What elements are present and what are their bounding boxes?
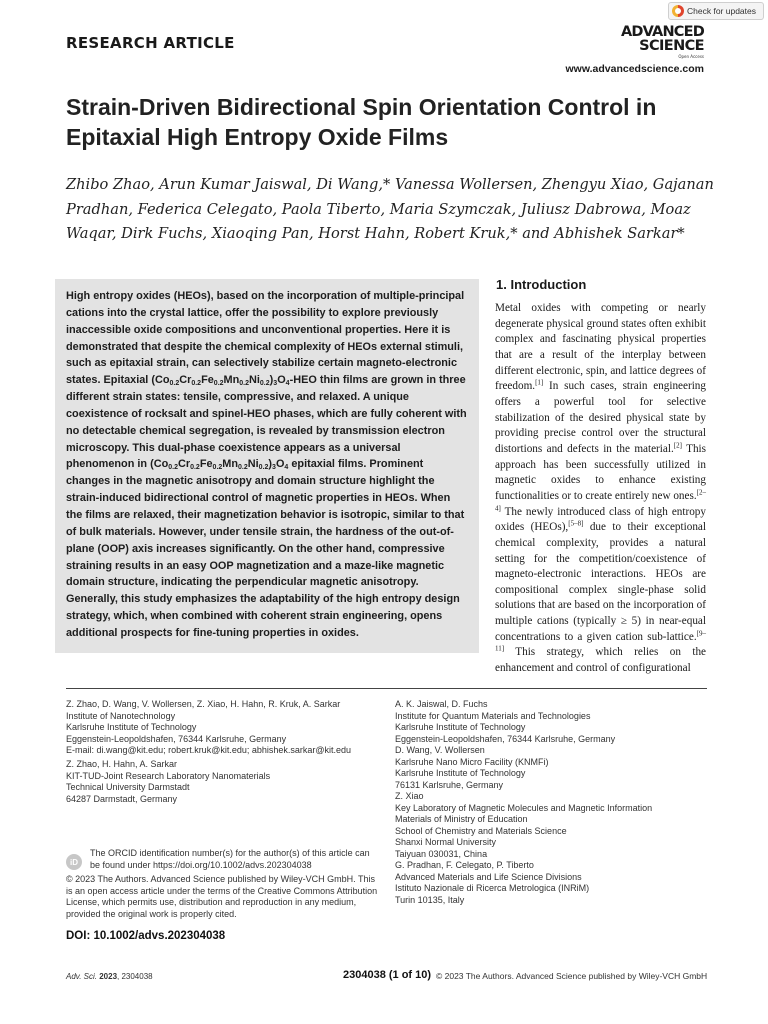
subscript: 0.2 [238,464,248,472]
subscript: 0.2 [212,464,223,472]
subscript: 4 [285,380,290,388]
abstract-text: Ni [247,458,259,471]
abstract-text: Fe [199,458,213,471]
intro-text: Metal oxides with competing or nearly degenerate physical ground states often exhibit complex and fascinating physical properties that are a result of the interplay between different electronic, spin, and lattice degrees of freedom. [495,302,706,393]
citation-link[interactable]: [2–4] [495,488,706,512]
abstract-text: O [275,458,285,471]
abstract-text: -HEO thin films are grown in three different strain states: tensile, compressive, and relaxed. A unique coexistence of rocksalt and spinel-HEO phases, which are fully coherent with no detectable chemical segregation, is revealed by transmission electron microscopy. This dual-phase coexistence appears as a universal phenomenon in (Co [66,374,467,471]
subscript: 0.2 [169,380,180,388]
intro-text: The newly introduced class of high entropy oxides (HEOs), [495,505,706,534]
subscript: 0.2 [259,380,270,388]
check-for-updates-button[interactable] [668,2,764,20]
logo-line-1: ADVANCED [620,24,704,40]
intro-text: This strategy, which relies on the enhancement and control of configurational [495,646,706,675]
abstract-text: Mn [223,374,240,387]
crossmark-icon [672,5,684,17]
introduction-heading: 1. Introduction [496,277,587,292]
subscript: 0.2 [190,464,200,472]
subscript: 0.2 [258,464,269,472]
abstract-text: Fe [201,374,214,387]
orcid-icon: iD [66,854,82,870]
abstract-text: Cr [179,374,192,387]
affiliation-block-3: A. K. Jaiswal, D. Fuchs Institute for Quantum Materials and Technologies Karlsruhe Institute of Technology Eggenstein-Leopoldshafen, 76344 Karlsruhe, Germany D. Wang, V. Wollersen Karlsruhe Nano Micro Facility (KNMFi) Karlsruhe Institute of Technology 76131 Karlsruhe, Germany Z. Xiao Key Laboratory of Magnetic Molecules and Magnetic Information Materials of Ministry of Education School of Chemistry and Materials Science Shanxi Normal University Taiyuan 030031, China G. Pradhan, F. Celegato, P. Tiberto Advanced Materials and Life Science Divisions Istituto Nazionale di Ricerca Metrologica (INRiM) Turin 10135, Italy [395,699,653,905]
intro-text: This approach has been successfully utilized in magnetic oxides to enhance existing functionalities or to create entirely new ones. [495,442,706,502]
affiliation-block-2: Z. Zhao, H. Hahn, A. Sarkar KIT-TUD-Joint Research Laboratory Nanomaterials Technical University Darmstadt 64287 Darmstadt, Germany [66,759,271,804]
subscript: 4 [284,464,289,472]
doi-link[interactable]: DOI: 10.1002/advs.202304038 [66,930,226,942]
footer-article-number: , 2304038 [117,972,153,981]
subscript: 0.2 [168,464,178,472]
citation-link[interactable]: [2] [673,441,682,450]
abstract-text: Ni [249,374,260,387]
abstract-text: High entropy oxides (HEOs), based on the incorporation of multiple-principal cations into the crystal lattice, offer the possibility to explore previously inaccessible oxide compositions and unconventional properties. Here it is demonstrated that despite the chemical complexity of HEOs external stimuli, such as epitaxial strain, can selectively stabilize certain magneto-electronic states. Epitaxial (Co [66,290,465,387]
logo-line-2: SCIENCE [639,38,704,54]
intro-text: due to their exceptional chemical complexity, provides a natural setting for the competition/coexistence of magneto-electronic interactions. HEOs are compositional complex single-phase solid solutions that are based on the incorporation of multiple cations (typically ≥ 5) in near-equal concentrations to a given cation sub-lattice. [495,521,706,643]
author-list: Zhibo Zhao, Arun Kumar Jaiswal, Di Wang,* Vanessa Wollersen, Zhengyu Xiao, Gajanan Pradhan, Federica Celegato, Paola Tiberto, Maria Szymczak, Juliusz Dabrowa, Moaz Waqar, Dirk Fuchs, Xiaoqing Pan, Horst Hahn, Robert Kruk,* and Abhishek Sarkar* [66,176,714,242]
intro-text: In such cases, strain engineering offers a powerful tool for selective stabilization of the desired physical state by providing precise control over the structural distortions and defects in the material. [495,380,706,455]
abstract-text: epitaxial films. Prominent changes in the magnetic anisotropy and domain structure highlight the strain-induced bidirectional control of magnetic properties in HEOs. When the films are relaxed, their magnetization behavior is isotropic, similar to that of bulk materials. However, under tensile strain, the hardness of the out-of-plane (OOP) axis increases significantly. On the other hand, compressive straining results in an easy OOP magnetization and a maze-like magnetic domain structure, indicating the perpendicular magnetic anisotropy. Generally, this study emphasizes the adaptability of the high entropy design strategy, which, when combined with coherent strain engineering, opens additional prospects for fine-tuning properties in oxides. [66,458,465,639]
check-for-updates-label: Check for updates [687,6,756,16]
footer-copyright: © 2023 The Authors. Advanced Science published by Wiley-VCH GmbH [436,971,708,981]
orcid-note [66,848,378,871]
journal-url-link[interactable]: www.advancedscience.com [565,63,704,75]
abstract-text: O [277,374,286,387]
introduction-body [495,301,706,677]
license-text: © 2023 The Authors. Advanced Science published by Wiley-VCH GmbH. This is an open access article under the terms of the Creative Commons Attribution License, which permits use, distribution and reproduction in any medium, provided the original work is properly cited. [66,874,378,919]
footer-year: 2023 [99,972,118,981]
abstract-box [55,279,479,653]
affiliation-block-1: Z. Zhao, D. Wang, V. Wollersen, Z. Xiao, H. Hahn, R. Kruk, A. Sarkar Institute of Nanotechnology Karlsruhe Institute of Technology Eggenstein-Leopoldshafen, 76344 Karlsruhe, Germany E-mail: di.wang@kit.edu; robert.kruk@kit.edu; abhishek.sarkar@kit.edu [66,699,352,755]
subscript: 0.2 [191,380,202,388]
subscript: 0.2 [213,380,224,388]
logo-line-3: Open Access [678,54,704,59]
footer-journal: Adv. Sci. [66,972,97,981]
citation-link[interactable]: [5–8] [568,519,584,528]
footer-citation [66,972,153,981]
section-divider [66,688,707,689]
abstract-text: Mn [222,458,239,471]
citation-link[interactable]: [9–11] [495,629,706,653]
abstract-text: ) [269,374,274,387]
subscript: 3 [272,464,276,472]
citation-link[interactable]: [1] [535,378,544,387]
section-label: RESEARCH ARTICLE [66,34,235,52]
orcid-text[interactable]: The ORCID identification number(s) for the author(s) of this article can be found under https://doi.org/10.1002/advs.202304038 [90,848,370,870]
subscript: 0.2 [239,380,249,388]
abstract-text: Cr [177,458,191,471]
page-number: 2304038 (1 of 10) [343,969,432,981]
abstract-text: ) [268,458,273,471]
subscript: 3 [273,380,278,388]
article-title: Strain-Driven Bidirectional Spin Orientation Control in Epitaxial High Entropy Oxide Films [66,94,657,150]
journal-logo [604,25,704,59]
